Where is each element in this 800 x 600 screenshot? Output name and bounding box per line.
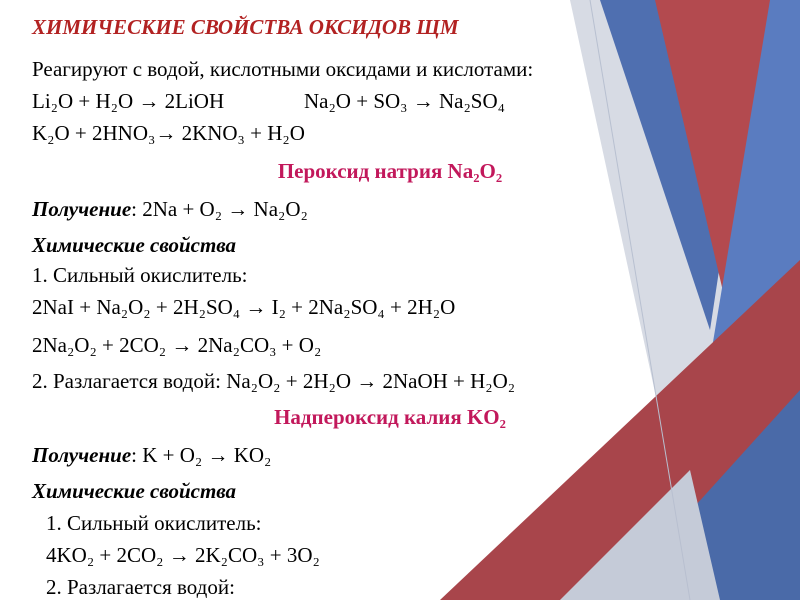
property-2: 2. Разлагается водой: Na₂O₂ + 2H₂O → 2NaOH + H₂O₂ (32, 369, 516, 393)
intro-text: Реагируют с водой, кислотными оксидами и кислотами: (32, 57, 534, 81)
equation-4: 2NaI + Na₂O₂ + 2H₂SO₄ → I₂ + 2Na₂SO₄ + 2H₂O (32, 295, 456, 319)
slide-title: ХИМИЧЕСКИЕ СВОЙСТВА ОКСИДОВ ЩМ (32, 15, 459, 39)
obtain-label-2: Получение (32, 443, 132, 467)
equation-5: 2Na₂O₂ + 2CO₂ → 2Na₂CO₃ + O₂ (32, 333, 322, 357)
equation-1: Li₂O + H₂O → 2LiOH (32, 89, 225, 113)
obtain-equation-1: : 2Na + O₂ → Na₂O₂ (131, 197, 308, 221)
obtain-label-1: Получение (32, 197, 132, 221)
chem-props-label-2: Химические свойства (32, 479, 237, 503)
obtain-equation-2: : K + O₂ → KO₂ (131, 443, 272, 467)
equation-2: Na₂O + SO₃ → Na₂SO₄ (304, 89, 505, 113)
property-4: 2. Разлагается водой: (46, 575, 235, 599)
property-1: 1. Сильный окислитель: (32, 263, 248, 287)
obtain-line-1 (32, 196, 308, 222)
obtain-line-2 (32, 442, 271, 468)
property-3: 1. Сильный окислитель: (46, 511, 262, 535)
heading-peroxide: Пероксид натрия Na₂O₂ (277, 159, 503, 183)
equation-6: 4KO₂ + 2CO₂ → 2K₂CO₃ + 3O₂ (46, 543, 320, 567)
chem-props-label-1: Химические свойства (32, 233, 237, 257)
heading-superoxide: Надпероксид калия KO₂ (274, 405, 506, 429)
equation-3: K₂O + 2HNO₃→ 2KNO₃ + H₂O (32, 121, 305, 145)
